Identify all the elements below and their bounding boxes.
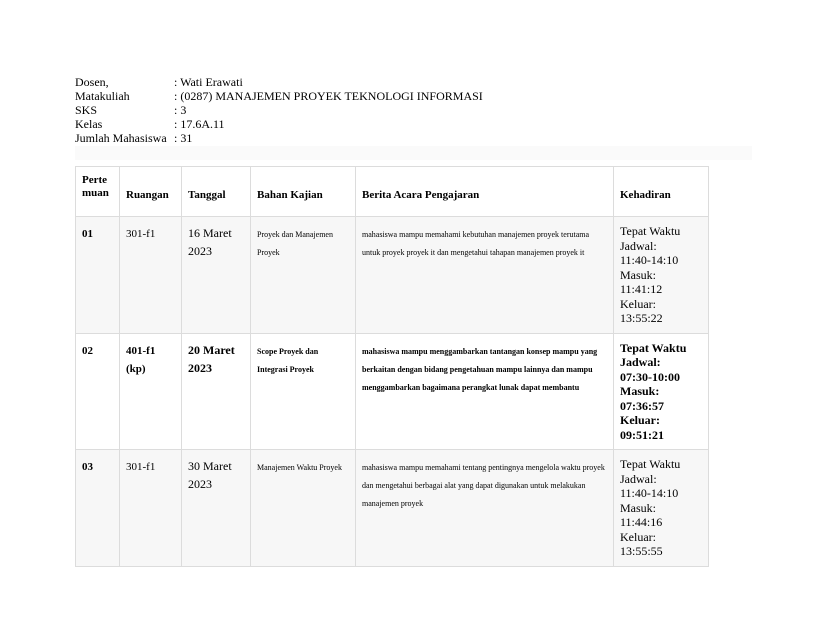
- masuk-label: Masuk:: [620, 267, 656, 282]
- table-row: [76, 217, 709, 334]
- tanggal-cell: 16 Maret 2023: [182, 217, 251, 334]
- status-text: Tepat Waktu: [620, 457, 681, 471]
- sks-value: : 3: [174, 103, 187, 117]
- masuk-label: Masuk:: [620, 384, 660, 398]
- course-info-header: [75, 75, 483, 145]
- attendance-table: [75, 166, 709, 567]
- matakuliah-row: [75, 89, 483, 103]
- keluar-label: Keluar:: [620, 296, 656, 311]
- tanggal-cell: 30 Maret 2023: [182, 450, 251, 567]
- tanggal-cell: 20 Maret 2023: [182, 333, 251, 450]
- jadwal-value: 07:30-10:00: [620, 369, 680, 384]
- pertemuan-cell: 03: [76, 450, 120, 567]
- col-header-kehadiran: Kehadiran: [614, 167, 709, 217]
- kehadiran-cell: [614, 450, 709, 567]
- keluar-label: Keluar:: [620, 529, 656, 544]
- pertemuan-cell: 02: [76, 333, 120, 450]
- jadwal-label: Jadwal:: [620, 471, 657, 486]
- kehadiran-cell: [614, 217, 709, 334]
- bahan-kajian-cell: Manajemen Waktu Proyek: [251, 450, 356, 567]
- berita-acara-cell: mahasiswa mampu memahami kebutuhan manajemen proyek terutama untuk proyek proyek it dan mengetahui tahapan manajemen proyek it: [356, 217, 614, 334]
- dosen-value: : Wati Erawati: [174, 75, 243, 89]
- status-text: Tepat Waktu: [620, 224, 681, 238]
- pertemuan-cell: 01: [76, 217, 120, 334]
- matakuliah-label: Matakuliah: [75, 89, 130, 103]
- keluar-value: 13:55:22: [620, 311, 663, 325]
- table-header-row: [76, 167, 709, 217]
- col-header-tanggal: Tanggal: [182, 167, 251, 217]
- jumlah-mahasiswa-value: : 31: [174, 131, 193, 145]
- sks-row: [75, 103, 483, 117]
- table-row: [76, 333, 709, 450]
- berita-acara-cell: mahasiswa mampu menggambarkan tantangan konsep mampu yang berkaitan dengan bidang pengetahuan mampu lainnya dan mampu menggambarkan bagaimana perangkat lunak dapat membantu: [356, 333, 614, 450]
- kelas-row: [75, 117, 483, 131]
- keluar-label: Keluar:: [620, 413, 660, 427]
- jumlah-mahasiswa-label: Jumlah Mahasiswa: [75, 131, 167, 145]
- sks-label: SKS: [75, 103, 98, 117]
- jadwal-label: Jadwal:: [620, 355, 661, 369]
- berita-acara-cell: mahasiswa mampu memahami tentang pentingnya mengelola waktu proyek dan mengetahui berbagai alat yang dapat digunakan untuk melakukan manajemen proyek: [356, 450, 614, 567]
- masuk-value: 07:36:57: [620, 398, 664, 413]
- jadwal-value: 11:40-14:10: [620, 253, 679, 267]
- ruangan-cell: 301-f1: [120, 217, 182, 334]
- table-row: [76, 450, 709, 567]
- keluar-value: 13:55:55: [620, 544, 663, 558]
- status-text: Tepat Waktu: [620, 340, 687, 355]
- jadwal-value: 11:40-14:10: [620, 486, 679, 500]
- masuk-value: 11:44:16: [620, 515, 663, 529]
- masuk-label: Masuk:: [620, 500, 656, 515]
- kelas-value: : 17.6A.11: [174, 117, 225, 131]
- masuk-value: 11:41:12: [620, 282, 663, 296]
- bahan-kajian-cell: Scope Proyek dan Integrasi Proyek: [251, 333, 356, 450]
- col-header-pertemuan: Perte muan: [76, 167, 120, 217]
- matakuliah-value: : (0287) MANAJEMEN PROYEK TEKNOLOGI INFORMASI: [174, 89, 483, 103]
- ruangan-cell: 301-f1: [120, 450, 182, 567]
- bahan-kajian-cell: Proyek dan Manajemen Proyek: [251, 217, 356, 334]
- col-header-ruangan: Ruangan: [120, 167, 182, 217]
- col-header-berita-acara: Berita Acara Pengajaran: [356, 167, 614, 217]
- kehadiran-cell: [614, 333, 709, 450]
- dosen-row: [75, 75, 483, 89]
- header-divider: [75, 146, 752, 160]
- dosen-label: Dosen,: [75, 75, 109, 89]
- jadwal-label: Jadwal:: [620, 238, 657, 253]
- jumlah-mahasiswa-row: [75, 131, 483, 145]
- ruangan-cell: 401-f1 (kp): [120, 333, 182, 450]
- kelas-label: Kelas: [75, 117, 103, 131]
- keluar-value: 09:51:21: [620, 427, 664, 442]
- col-header-bahan-kajian: Bahan Kajian: [251, 167, 356, 217]
